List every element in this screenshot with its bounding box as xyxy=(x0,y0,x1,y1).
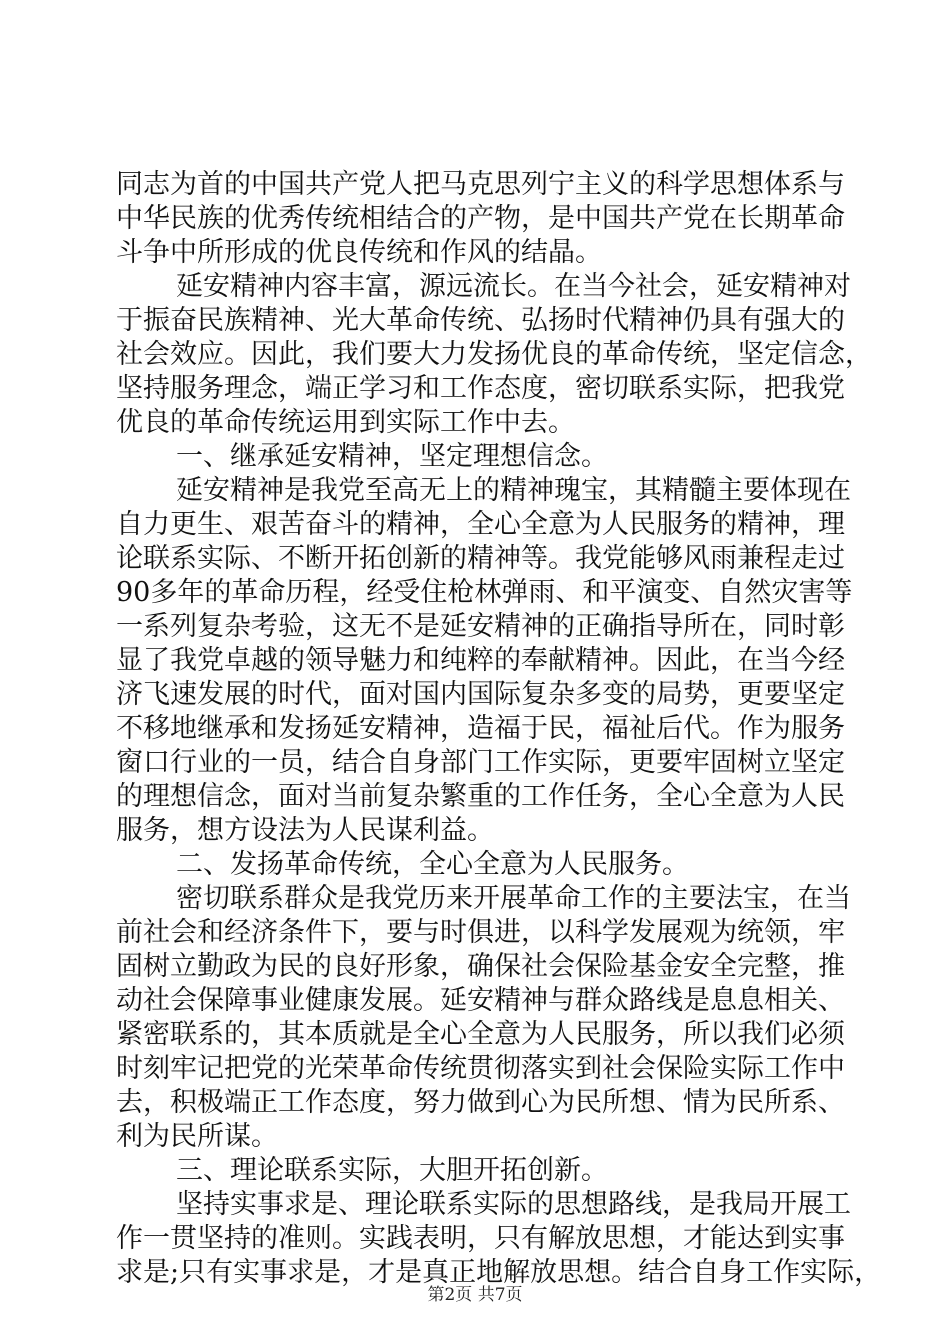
document-body xyxy=(116,168,882,1290)
text-line: 90多年的革命历程，经受住枪林弹雨、和平演变、自然灾害等 xyxy=(116,577,853,608)
text-line: 紧密联系的，其本质就是全心全意为人民服务，所以我们必须 xyxy=(116,1019,845,1050)
text-line: 求是;只有实事求是，才是真正地解放思想。结合自身工作实际， xyxy=(116,1257,882,1288)
text-line: 的理想信念，面对当前复杂繁重的工作任务，全心全意为人民 xyxy=(116,781,845,812)
text-line: 济飞速发展的时代，面对国内国际复杂多变的局势，更要坚定 xyxy=(116,679,845,710)
text-line: 前社会和经济条件下，要与时俱进，以科学发展观为统领，牢 xyxy=(116,917,845,948)
text-line: 斗争中所形成的优良传统和作风的结晶。 xyxy=(116,237,602,268)
text-line: 自力更生、艰苦奋斗的精神，全心全意为人民服务的精神，理 xyxy=(116,509,845,540)
text-line: 去，积极端正工作态度，努力做到心为民所想、情为民所系、 xyxy=(116,1087,845,1118)
text-line: 密切联系群众是我党历来开展革命工作的主要法宝，在当 xyxy=(176,883,851,914)
text-line: 中华民族的优秀传统相结合的产物，是中国共产党在长期革命 xyxy=(116,203,845,234)
text-line: 坚持服务理念，端正学习和工作态度，密切联系实际，把我党 xyxy=(116,373,845,404)
text-line: 坚持实事求是、理论联系实际的思想路线，是我局开展工 xyxy=(176,1189,851,1220)
text-line: 利为民所谋。 xyxy=(116,1121,278,1152)
text-line: 三、理论联系实际，大胆开拓创新。 xyxy=(176,1155,608,1186)
text-line: 动社会保障事业健康发展。延安精神与群众路线是息息相关、 xyxy=(116,985,845,1016)
text-line: 社会效应。因此，我们要大力发扬优良的革命传统，坚定信念， xyxy=(116,339,872,370)
text-line: 显了我党卓越的领导魅力和纯粹的奉献精神。因此，在当今经 xyxy=(116,645,845,676)
text-line: 同志为首的中国共产党人把马克思列宁主义的科学思想体系与 xyxy=(116,169,845,200)
text-line: 延安精神是我党至高无上的精神瑰宝，其精髓主要体现在 xyxy=(176,475,851,506)
text-line: 窗口行业的一员，结合自身部门工作实际，更要牢固树立坚定 xyxy=(116,747,845,778)
text-line: 于振奋民族精神、光大革命传统、弘扬时代精神仍具有强大的 xyxy=(116,305,845,336)
text-line: 固树立勤政为民的良好形象，确保社会保险基金安全完整，推 xyxy=(116,951,845,982)
text-line: 一、继承延安精神，坚定理想信念。 xyxy=(176,441,608,472)
page-footer: 第2页 共7页 xyxy=(427,1285,523,1305)
text-line: 二、发扬革命传统，全心全意为人民服务。 xyxy=(176,849,689,880)
text-line: 论联系实际、不断开拓创新的精神等。我党能够风雨兼程走过 xyxy=(116,543,845,574)
text-line: 一系列复杂考验，这无不是延安精神的正确指导所在，同时彰 xyxy=(116,611,845,642)
text-line: 服务，想方设法为人民谋利益。 xyxy=(116,815,494,846)
text-line: 作一贯坚持的准则。实践表明，只有解放思想，才能达到实事 xyxy=(116,1223,845,1254)
text-line: 延安精神内容丰富，源远流长。在当今社会，延安精神对 xyxy=(176,271,851,302)
text-line: 时刻牢记把党的光荣革命传统贯彻落实到社会保险实际工作中 xyxy=(116,1053,845,1084)
text-line: 不移地继承和发扬延安精神，造福于民，福祉后代。作为服务 xyxy=(116,713,845,744)
text-line: 优良的革命传统运用到实际工作中去。 xyxy=(116,407,575,438)
